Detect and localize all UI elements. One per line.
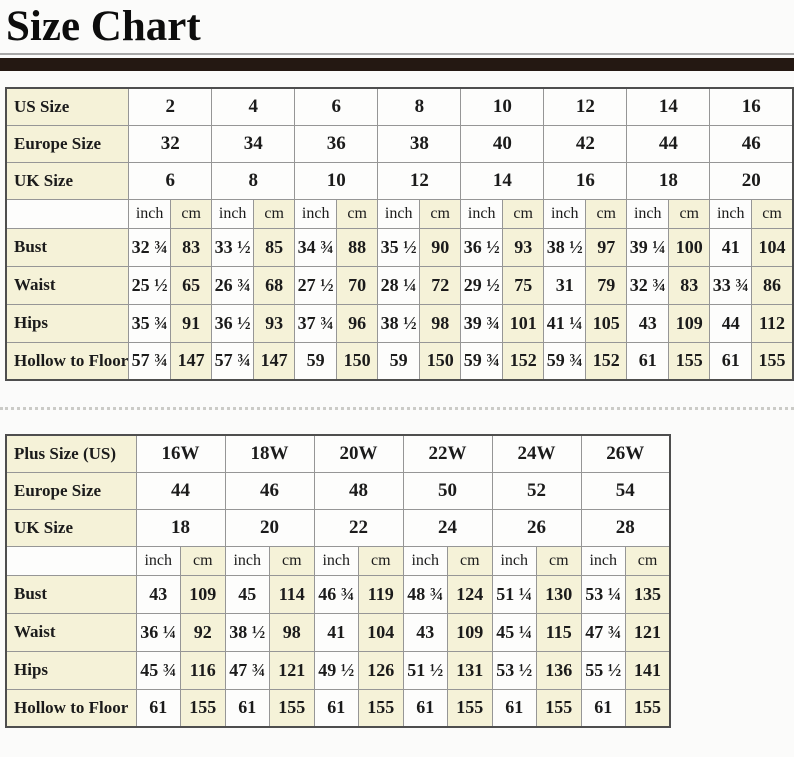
measurement-cm-cell: 150 <box>337 342 378 380</box>
unit-cm-header: cm <box>254 199 295 228</box>
measurement-cm-cell: 100 <box>669 228 710 266</box>
measurement-cm-cell: 155 <box>537 689 582 727</box>
measurement-inch-cell: 35 ½ <box>378 228 420 266</box>
size-value-cell: 18 <box>136 509 225 546</box>
measurement-cm-cell: 104 <box>752 228 793 266</box>
measurement-row-label: Hips <box>6 304 129 342</box>
measurement-cm-cell: 86 <box>752 266 793 304</box>
measurement-cm-cell: 83 <box>171 228 212 266</box>
measurement-cm-cell: 131 <box>448 651 493 689</box>
measurement-cm-cell: 109 <box>448 613 493 651</box>
measurement-cm-cell: 147 <box>171 342 212 380</box>
unit-inch-header: inch <box>378 199 420 228</box>
unit-cm-header: cm <box>270 546 315 575</box>
measurement-inch-cell: 61 <box>581 689 626 727</box>
measurement-inch-cell: 36 ½ <box>212 304 254 342</box>
measurement-inch-cell: 41 <box>314 613 359 651</box>
unit-header-row <box>6 199 793 228</box>
measurement-inch-cell: 59 <box>378 342 420 380</box>
measurement-inch-cell: 36 ½ <box>461 228 503 266</box>
measurement-cm-cell: 155 <box>626 689 671 727</box>
unit-cm-header: cm <box>503 199 544 228</box>
unit-cm-header: cm <box>537 546 582 575</box>
measurement-inch-cell: 28 ¼ <box>378 266 420 304</box>
unit-inch-header: inch <box>581 546 626 575</box>
measurement-cm-cell: 141 <box>626 651 671 689</box>
measurement-cm-cell: 155 <box>448 689 493 727</box>
title-underline-bar <box>0 58 794 71</box>
measurement-cm-cell: 75 <box>503 266 544 304</box>
measurement-row-label: Hollow to Floor <box>6 689 136 727</box>
measurement-inch-cell: 61 <box>492 689 537 727</box>
size-value-cell: 34 <box>212 125 295 162</box>
measurement-cm-cell: 126 <box>359 651 404 689</box>
measurement-cm-cell: 115 <box>537 613 582 651</box>
measurement-cm-cell: 152 <box>503 342 544 380</box>
measurement-row <box>6 613 670 651</box>
measurement-cm-cell: 88 <box>337 228 378 266</box>
size-value-cell: 16 <box>710 88 793 125</box>
measurement-inch-cell: 61 <box>627 342 669 380</box>
unit-inch-header: inch <box>403 546 448 575</box>
measurement-cm-cell: 121 <box>270 651 315 689</box>
measurement-inch-cell: 27 ½ <box>295 266 337 304</box>
measurement-cm-cell: 121 <box>626 613 671 651</box>
unit-cm-header: cm <box>171 199 212 228</box>
measurement-cm-cell: 155 <box>359 689 404 727</box>
measurement-inch-cell: 51 ½ <box>403 651 448 689</box>
unit-inch-header: inch <box>225 546 270 575</box>
measurement-inch-cell: 55 ½ <box>581 651 626 689</box>
size-value-cell: 50 <box>403 472 492 509</box>
size-value-cell: 42 <box>544 125 627 162</box>
size-value-cell: 40 <box>461 125 544 162</box>
size-row <box>6 162 793 199</box>
measurement-cm-cell: 93 <box>503 228 544 266</box>
unit-inch-header: inch <box>710 199 752 228</box>
size-value-cell: 44 <box>627 125 710 162</box>
measurement-inch-cell: 47 ¾ <box>225 651 270 689</box>
measurement-cm-cell: 85 <box>254 228 295 266</box>
size-value-cell: 4 <box>212 88 295 125</box>
measurement-cm-cell: 98 <box>270 613 315 651</box>
size-value-cell: 48 <box>314 472 403 509</box>
measurement-inch-cell: 57 ¾ <box>129 342 171 380</box>
size-value-cell: 24W <box>492 435 581 472</box>
measurement-cm-cell: 136 <box>537 651 582 689</box>
measurement-inch-cell: 38 ½ <box>378 304 420 342</box>
measurement-cm-cell: 155 <box>752 342 793 380</box>
measurement-inch-cell: 39 ¼ <box>627 228 669 266</box>
plus-size-table-section <box>0 434 794 728</box>
measurement-row <box>6 304 793 342</box>
measurement-row <box>6 266 793 304</box>
measurement-inch-cell: 36 ¼ <box>136 613 181 651</box>
measurement-inch-cell: 61 <box>136 689 181 727</box>
size-row <box>6 435 670 472</box>
unit-cm-header: cm <box>181 546 226 575</box>
size-value-cell: 18 <box>627 162 710 199</box>
unit-inch-header: inch <box>295 199 337 228</box>
size-value-cell: 12 <box>544 88 627 125</box>
size-value-cell: 38 <box>378 125 461 162</box>
size-value-cell: 8 <box>212 162 295 199</box>
measurement-inch-cell: 47 ¾ <box>581 613 626 651</box>
measurement-inch-cell: 53 ¼ <box>581 575 626 613</box>
measurement-inch-cell: 32 ¾ <box>129 228 171 266</box>
unit-inch-header: inch <box>544 199 586 228</box>
size-value-cell: 6 <box>129 162 212 199</box>
size-value-cell: 22W <box>403 435 492 472</box>
measurement-cm-cell: 79 <box>586 266 627 304</box>
measurement-cm-cell: 68 <box>254 266 295 304</box>
size-value-cell: 12 <box>378 162 461 199</box>
measurement-inch-cell: 61 <box>710 342 752 380</box>
size-value-cell: 10 <box>461 88 544 125</box>
measurement-cm-cell: 150 <box>420 342 461 380</box>
measurement-inch-cell: 37 ¾ <box>295 304 337 342</box>
size-row <box>6 472 670 509</box>
measurement-inch-cell: 33 ¾ <box>710 266 752 304</box>
size-value-cell: 2 <box>129 88 212 125</box>
measurement-inch-cell: 57 ¾ <box>212 342 254 380</box>
measurement-inch-cell: 49 ½ <box>314 651 359 689</box>
size-value-cell: 26W <box>581 435 670 472</box>
measurement-cm-cell: 65 <box>171 266 212 304</box>
measurement-cm-cell: 109 <box>669 304 710 342</box>
unit-inch-header: inch <box>136 546 181 575</box>
size-row-label: Europe Size <box>6 125 129 162</box>
measurement-row-label: Hips <box>6 651 136 689</box>
measurement-cm-cell: 124 <box>448 575 493 613</box>
measurement-cm-cell: 105 <box>586 304 627 342</box>
table-separator-dotted-line <box>0 407 794 410</box>
measurement-cm-cell: 119 <box>359 575 404 613</box>
size-value-cell: 22 <box>314 509 403 546</box>
unit-cm-header: cm <box>626 546 671 575</box>
measurement-inch-cell: 39 ¾ <box>461 304 503 342</box>
measurement-cm-cell: 114 <box>270 575 315 613</box>
measurement-cm-cell: 109 <box>181 575 226 613</box>
measurement-cm-cell: 70 <box>337 266 378 304</box>
unit-inch-header: inch <box>492 546 537 575</box>
measurement-row-label: Waist <box>6 613 136 651</box>
measurement-cm-cell: 96 <box>337 304 378 342</box>
measurement-row <box>6 575 670 613</box>
unit-row-spacer-cell <box>6 199 129 228</box>
measurement-inch-cell: 25 ½ <box>129 266 171 304</box>
measurement-inch-cell: 61 <box>403 689 448 727</box>
size-row-label: UK Size <box>6 509 136 546</box>
size-value-cell: 18W <box>225 435 314 472</box>
size-value-cell: 36 <box>295 125 378 162</box>
measurement-inch-cell: 53 ½ <box>492 651 537 689</box>
measurement-inch-cell: 45 ¾ <box>136 651 181 689</box>
size-value-cell: 20 <box>225 509 314 546</box>
measurement-cm-cell: 155 <box>181 689 226 727</box>
measurement-inch-cell: 44 <box>710 304 752 342</box>
measurement-cm-cell: 155 <box>270 689 315 727</box>
measurement-cm-cell: 101 <box>503 304 544 342</box>
measurement-inch-cell: 48 ¾ <box>403 575 448 613</box>
unit-inch-header: inch <box>461 199 503 228</box>
size-value-cell: 16W <box>136 435 225 472</box>
measurement-row-label: Bust <box>6 228 129 266</box>
measurement-inch-cell: 38 ½ <box>225 613 270 651</box>
size-value-cell: 10 <box>295 162 378 199</box>
unit-header-row <box>6 546 670 575</box>
size-value-cell: 46 <box>225 472 314 509</box>
measurement-inch-cell: 51 ¼ <box>492 575 537 613</box>
measurement-cm-cell: 91 <box>171 304 212 342</box>
measurement-cm-cell: 112 <box>752 304 793 342</box>
size-row-label: Europe Size <box>6 472 136 509</box>
measurement-inch-cell: 32 ¾ <box>627 266 669 304</box>
size-row <box>6 125 793 162</box>
unit-cm-header: cm <box>752 199 793 228</box>
measurement-cm-cell: 116 <box>181 651 226 689</box>
size-value-cell: 46 <box>710 125 793 162</box>
measurement-inch-cell: 61 <box>225 689 270 727</box>
measurement-inch-cell: 59 ¾ <box>461 342 503 380</box>
unit-inch-header: inch <box>129 199 171 228</box>
size-value-cell: 14 <box>627 88 710 125</box>
page-title: Size Chart <box>6 3 201 50</box>
measurement-row-label: Hollow to Floor <box>6 342 129 380</box>
measurement-cm-cell: 147 <box>254 342 295 380</box>
measurement-inch-cell: 59 ¾ <box>544 342 586 380</box>
measurement-row-label: Bust <box>6 575 136 613</box>
size-row-label: US Size <box>6 88 129 125</box>
size-value-cell: 32 <box>129 125 212 162</box>
measurement-inch-cell: 61 <box>314 689 359 727</box>
measurement-inch-cell: 41 <box>710 228 752 266</box>
size-value-cell: 20 <box>710 162 793 199</box>
size-row <box>6 88 793 125</box>
size-row <box>6 509 670 546</box>
size-value-cell: 28 <box>581 509 670 546</box>
standard-size-table <box>5 87 794 381</box>
measurement-cm-cell: 97 <box>586 228 627 266</box>
size-value-cell: 44 <box>136 472 225 509</box>
measurement-row <box>6 342 793 380</box>
measurement-inch-cell: 43 <box>136 575 181 613</box>
measurement-cm-cell: 83 <box>669 266 710 304</box>
measurement-inch-cell: 35 ¾ <box>129 304 171 342</box>
unit-cm-header: cm <box>586 199 627 228</box>
measurement-cm-cell: 155 <box>669 342 710 380</box>
size-row-label: UK Size <box>6 162 129 199</box>
plus-size-table <box>5 434 671 728</box>
measurement-cm-cell: 98 <box>420 304 461 342</box>
measurement-row <box>6 228 793 266</box>
measurement-cm-cell: 152 <box>586 342 627 380</box>
unit-cm-header: cm <box>359 546 404 575</box>
size-value-cell: 54 <box>581 472 670 509</box>
measurement-cm-cell: 104 <box>359 613 404 651</box>
measurement-inch-cell: 38 ½ <box>544 228 586 266</box>
size-value-cell: 14 <box>461 162 544 199</box>
size-value-cell: 6 <box>295 88 378 125</box>
standard-size-table-section <box>0 87 794 381</box>
measurement-cm-cell: 92 <box>181 613 226 651</box>
unit-cm-header: cm <box>448 546 493 575</box>
measurement-inch-cell: 45 <box>225 575 270 613</box>
measurement-row-label: Waist <box>6 266 129 304</box>
size-value-cell: 20W <box>314 435 403 472</box>
measurement-inch-cell: 31 <box>544 266 586 304</box>
measurement-inch-cell: 29 ½ <box>461 266 503 304</box>
measurement-cm-cell: 72 <box>420 266 461 304</box>
unit-cm-header: cm <box>337 199 378 228</box>
size-row-label: Plus Size (US) <box>6 435 136 472</box>
measurement-inch-cell: 43 <box>403 613 448 651</box>
measurement-inch-cell: 45 ¼ <box>492 613 537 651</box>
unit-cm-header: cm <box>420 199 461 228</box>
unit-inch-header: inch <box>314 546 359 575</box>
measurement-inch-cell: 33 ½ <box>212 228 254 266</box>
measurement-inch-cell: 43 <box>627 304 669 342</box>
measurement-row <box>6 689 670 727</box>
measurement-cm-cell: 135 <box>626 575 671 613</box>
size-value-cell: 52 <box>492 472 581 509</box>
unit-inch-header: inch <box>212 199 254 228</box>
measurement-inch-cell: 46 ¾ <box>314 575 359 613</box>
unit-inch-header: inch <box>627 199 669 228</box>
unit-cm-header: cm <box>669 199 710 228</box>
title-underline-thin-rule <box>0 53 794 55</box>
measurement-cm-cell: 93 <box>254 304 295 342</box>
measurement-row <box>6 651 670 689</box>
size-value-cell: 8 <box>378 88 461 125</box>
measurement-inch-cell: 41 ¼ <box>544 304 586 342</box>
measurement-inch-cell: 59 <box>295 342 337 380</box>
measurement-inch-cell: 26 ¾ <box>212 266 254 304</box>
measurement-cm-cell: 90 <box>420 228 461 266</box>
unit-row-spacer-cell <box>6 546 136 575</box>
size-value-cell: 16 <box>544 162 627 199</box>
size-value-cell: 24 <box>403 509 492 546</box>
measurement-cm-cell: 130 <box>537 575 582 613</box>
size-value-cell: 26 <box>492 509 581 546</box>
measurement-inch-cell: 34 ¾ <box>295 228 337 266</box>
